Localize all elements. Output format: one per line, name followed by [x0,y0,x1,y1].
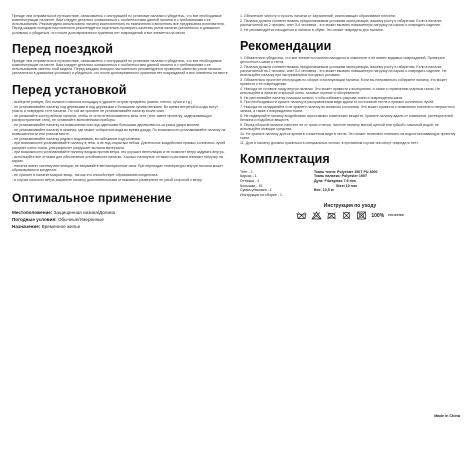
intro-text [12,14,230,35]
intro-paragraph: Прежде чем отправиться в путешествие, ознакомьтесь с инструкцией по установке палатки и убедитесь, что все необходимые комплектующие на месте. Вам следует детально ознакомиться с особенностями данной палатки и с требованиями к ее использованию. Рекомендуем использовать палатку исключительно по назначению и выполнять все предписания изготовителя. Перед каждым походом настоятельно рекомендуется тщательно проверить качество узлов палатки (желательно в домашних условиях) и убедиться, что после долговременного хранения нет повреждений и все элементы на месте. [12,14,225,35]
no-tumble-dry-icon [356,211,367,220]
no-iron-icon [326,211,337,220]
install-item: - не устанавливайте палатку под деревьями и под деревьями с большими сухими ветками. Во время ветреной погоды могут упасть и повредить тент палатки. По той же причине не устанавливайте палатку возле скал. [12,105,219,114]
install-item: - не устанавливайте палатку в низинах, где может собираться вода во время дождя. По возможности устанавливайте палатку на возвышенности или ровном месте. [12,127,226,136]
install-item: - палатка имеет систему вентиляции, не закрывайте вентиляционные окна. При перепадах температуры внутри палатки может образовываться конденсат. [12,163,223,173]
install-item: - в случае сильного ветра закрепите палатку дополнительными оттяжками и разверните ее узкой стороной к ветру. [12,177,203,182]
rec-item: 7. Никогда не складывайте и не храните палатку во влажном состоянии. Это может привести к появлению плесени и неприятного запаха, а также к повреждению ткани. [240,105,455,114]
kit-table [240,170,460,198]
recommendations-title: Рекомендации [240,38,332,53]
material-label: Вес: [314,188,322,193]
right-top-item: 1. Обеспечьте чистоту и сухость палатки от загрязнений, исключающих образование плесени. [240,14,396,18]
no-bleach-icon [311,211,322,220]
right-top-text [240,14,460,32]
rec-item: 3. Обязательно прочтите инструкцию по сборке и эксплуатации палатки. Если вы неправильно собираете палатку, это может привести к ее повреждению. [240,77,448,86]
care-percent: 100% [371,212,385,219]
install-item: - используйте все оттяжки для обеспечения устойчивости палатки. Хорошо натянутые оттяжки и растяжки снижают нагрузку на каркас. [12,155,223,164]
material-row [314,188,460,193]
optimal-use-title: Оптимальное применение [12,190,172,205]
material-label: Дуги: [314,179,324,184]
install-item: - не устанавливайте палатку рядом с водоемами, во избежание подтопления. [12,136,141,141]
care-icons [240,211,460,220]
material-value: Polyester 190T [341,174,368,179]
kit-item: Тент - 1 [240,169,253,174]
wash-icon [296,211,307,220]
care-material: POLYESTER [388,213,404,217]
install-item: - не храните в палатке мокрые вещи, так как это способствует образованию конденсата. [12,172,159,177]
spec-value: Временное жилье [41,224,81,230]
specs-list [12,209,230,231]
material-label: Ткань палатки: [314,174,341,179]
rec-item: 5. Не растягивайте палатку слишком сильно, чтобы избежать разрыва ткани и повреждения швов. [240,95,404,100]
spec-purpose [12,223,230,230]
rec-item: 1. Обязательно убедитесь, что все элементы палатки находятся в комплекте и не имеют видимых повреждений. Проверьте целостность швов и тента. [240,55,445,64]
kit-materials [314,170,460,198]
material-value: 10,5 кг [322,188,335,193]
before-trip-title: Перед поездкой [12,41,114,56]
spec-label: Местоположение: [12,209,53,215]
spec-weather [12,216,230,223]
rec-item: 8. Не подвергайте палатку воздействию агрессивных химических веществ. Храните палатку вдали от химикатов, растворителей, бензина и подобных веществ. [240,114,454,123]
kit-item: Каркас - 1 [240,174,257,179]
before-install-title: Перед установкой [12,83,127,98]
material-value: Fiberglass 7.9 mm [324,179,356,184]
recommendations-list [240,56,460,145]
rec-item: 9. Перед сборкой палатки очистите ее от грязи и песка. Чистите палатку мягкой щеткой или губкой с мыльной водой, не используйте моющие средства. [240,122,439,132]
left-column [12,14,230,230]
right-top-item: 3. Не рекомендуется находиться в палатке в обуви. Это может повредить дно палатки. [240,27,384,32]
rec-item: 10. Не храните палатку долгое время в сложенном виде в чехле. Это может негативно повлиять на водоотталкивающую пропитку ткани. [240,131,456,140]
kit-item: Колышки - 15 [240,183,263,188]
kit-item: Сумка-упаковка - 1 [240,188,272,193]
install-item: - не разжигайте костер вблизи палатки, чтобы от огня не воспламенить весь тент (тент имеет пропитку, задерживающую распространение огня), не оставляйте включенными приборы. [12,114,212,123]
before-trip-paragraph: Прежде чем отправиться в путешествие, ознакомьтесь с инструкцией по установке палатки и убедитесь, что все необходимые комплектующие на месте. Вам следует детально ознакомиться с особенностями данной палатки и с требованиями к ее использованию именно этой модели. Перед каждым походом настоятельно рекомендуется проверить качество узлов палатки (желательно в домашних условиях) и убедиться, что после долговременного хранения нет повреждений и все элементы на месте. [12,58,229,76]
kit-item: Инструкция по сборке - 1 [240,192,282,197]
material-value: Steel 19 mm [336,183,357,188]
rec-item: 2. Палатка должна соответствовать предполагаемым условиям эксплуатации, вашему росту и габаритам. Если в палатке, рассчитанной на 2 человек, спят 3-4 человека - это может вызвать повышенную нагрузку на каркас и повредить изделие. Не используйте палатку при экстремальных погодных условиях. [240,64,447,78]
care-title: Инструкция по уходу [323,203,377,210]
kit-item: Оттяжки - 4 [240,179,260,184]
rec-item: 11. Дуги и палатку должны храниться в специальных чехлах, в противном случае они могут повредить тент. [240,140,419,145]
spec-location [12,209,230,216]
install-item: - выберите ровную, без сильного наклона площадку и удалите острые предметы (камни, стекло, сучки и т.д.) [12,100,193,105]
no-dry-clean-icon [341,211,352,220]
kit-title: Комплектация [240,151,330,166]
right-column [240,14,460,220]
material-label: Ткань тента: [314,169,337,174]
spec-label: Погодные условия: [12,216,57,222]
before-trip-text [12,59,230,76]
spec-value: Защищенная низина/Долина [53,209,116,215]
spec-value: Обычные/Умеренные [57,216,104,222]
install-item: - при возможности устанавливайте палатку в тени, а не под открытым небом. Длительное воздействие прямых солнечных лучей ускоряет износ ткани, ультрафиолет разрушает волокна материала. [12,141,226,150]
rec-item: 6. При необходимости сушите палатку в расправленном виде вдали от источников тепла и прямых солнечных лучей. [240,100,435,105]
material-value: Polyester 190T PU 4000 [337,169,378,174]
right-top-item: 2. Палатка должна соответствовать предполагаемым условиям эксплуатации, вашему росту и габаритам. Если в палатке, рассчитанной на 2 человек, спят 3-4 человека - это может вызвать повышенную нагрузку на каркас и повредить изделие. [240,18,443,27]
made-in-label: Made in China [434,414,460,418]
kit-contents [240,170,306,198]
rec-item: 4. Никогда не готовьте пищу внутри палатки. Это может привести к возгоранию, а также к отравлению угарным газом. Не используйте в палатке открытый огонь, газовые горелки и обогреватели. [240,86,440,95]
install-item: - не устанавливайте палатку на возвышении или под одинокими большими деревьями из-за риска удара молнии. [12,122,201,127]
install-item: - при возможности устанавливайте палатку входом против ветра, это улучшит вентиляцию и не позволит ветру задувать внутрь. [12,150,225,155]
before-install-list [12,100,230,181]
spec-label: Назначение: [12,224,41,230]
